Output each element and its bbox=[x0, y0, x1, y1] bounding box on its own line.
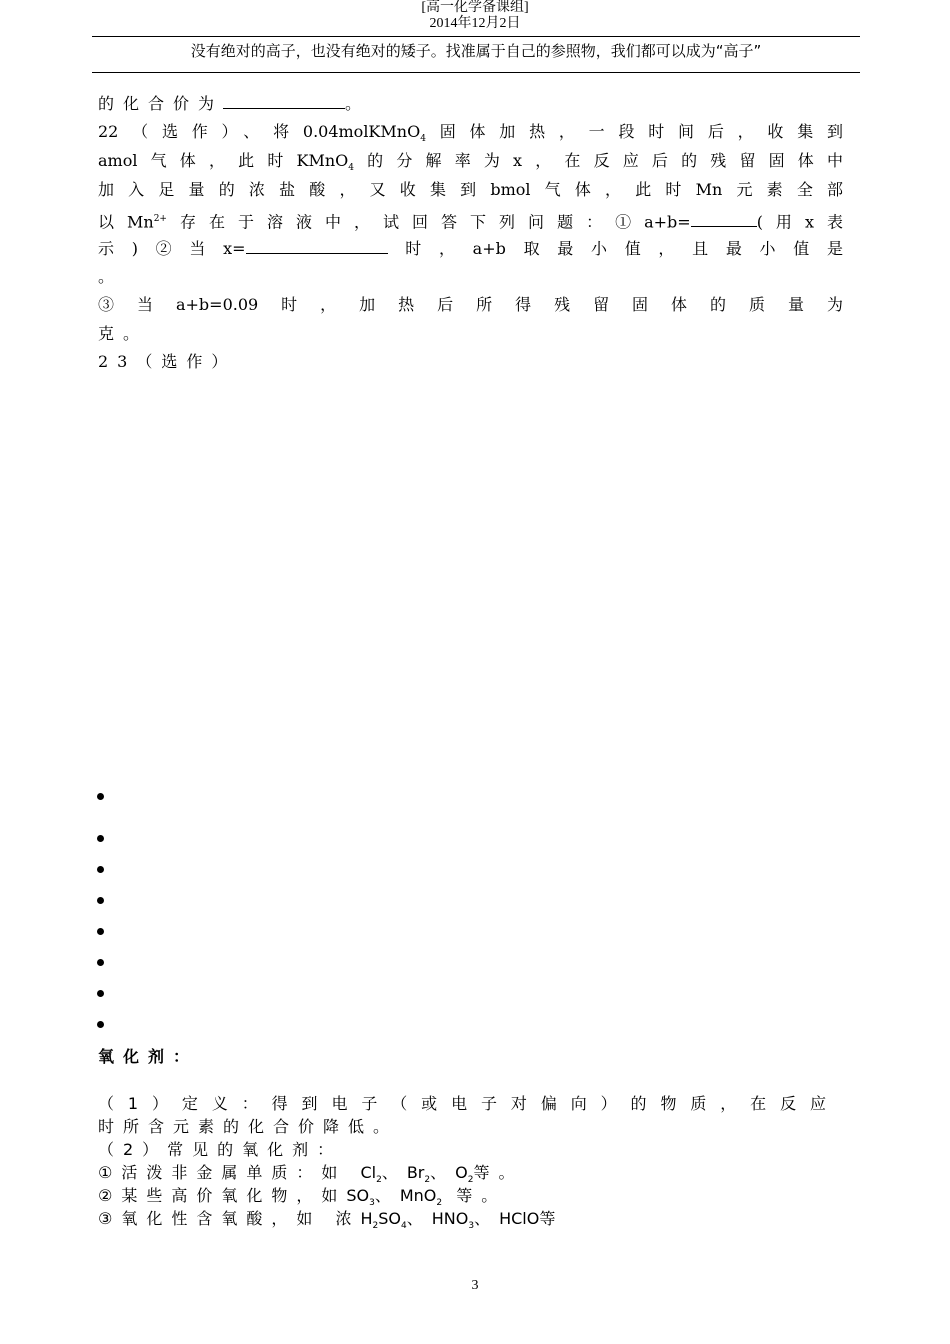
formula-hclo: HClO bbox=[499, 1209, 540, 1228]
answer-blank bbox=[691, 210, 757, 227]
subscript: 3 bbox=[369, 1198, 375, 1209]
separator: 、 bbox=[381, 1163, 407, 1182]
bullet-dot bbox=[97, 866, 104, 873]
subscript: 3 bbox=[468, 1221, 475, 1232]
formula-text: SO bbox=[378, 1209, 401, 1228]
q22-text-5a: 示)②当x= bbox=[98, 239, 246, 258]
bullet-dot bbox=[97, 897, 104, 904]
item-end: 等。 bbox=[473, 1163, 524, 1182]
formula-cl2 bbox=[360, 1163, 382, 1186]
subscript: 4 bbox=[420, 134, 426, 145]
bullet-dot bbox=[97, 1021, 104, 1028]
formula-text: Br bbox=[406, 1163, 425, 1182]
header-group: [高一化学备课组] bbox=[421, 0, 529, 15]
definition-line-1: （1）定义：得到电子（或电子对偏向）的物质，在反应 bbox=[98, 1094, 826, 1113]
section-title: 氧化剂： bbox=[98, 1047, 199, 1066]
header-motto: 没有绝对的高子，也没有绝对的矮子。找准属于自己的参照物，我们都可以成为“高子” bbox=[190, 42, 762, 60]
q22-text-1: 22（选作）、将0.04molKMnO bbox=[98, 122, 421, 141]
definition-line-2: 时所含元素的化合价降低。 bbox=[98, 1117, 399, 1136]
separator: 、 bbox=[430, 1163, 456, 1182]
common-oxidants-heading: （2）常见的氧化剂： bbox=[98, 1140, 343, 1159]
subscript: 4 bbox=[400, 1221, 407, 1232]
q22-text-1b: 固体加热，一段时间后，收集到 bbox=[425, 122, 843, 141]
bullet-dot bbox=[97, 959, 104, 966]
oxidant-item-3 bbox=[98, 1208, 555, 1237]
formula-h2so4 bbox=[360, 1209, 407, 1232]
item-2-text: ②某些高价氧化物，如 bbox=[98, 1186, 347, 1205]
q22-text-4c: (用x表 bbox=[756, 212, 843, 232]
q22-line-8: 克。 bbox=[98, 324, 149, 343]
bullet-dot bbox=[97, 793, 104, 800]
formula-br2 bbox=[406, 1163, 431, 1186]
item-1-text: ①活泼非金属单质：如 bbox=[98, 1163, 347, 1182]
answer-blank bbox=[223, 92, 345, 109]
q22-text-4a: 以Mn bbox=[98, 212, 154, 232]
formula-text: MnO bbox=[399, 1186, 437, 1205]
formula-text: HNO bbox=[431, 1209, 469, 1228]
subscript: 2 bbox=[467, 1175, 474, 1186]
header-rule-bottom bbox=[92, 72, 860, 73]
separator: 、 bbox=[406, 1209, 432, 1228]
item-end: 等 bbox=[539, 1209, 556, 1228]
answer-blank bbox=[246, 237, 388, 254]
bullet-dot bbox=[97, 835, 104, 842]
subscript: 2 bbox=[436, 1198, 443, 1209]
item-3-text: ③氧化性含氧酸，如 bbox=[98, 1209, 322, 1228]
separator: 、 bbox=[374, 1186, 400, 1205]
subscript: 2 bbox=[424, 1175, 431, 1186]
formula-so3 bbox=[346, 1186, 375, 1209]
q22-line-7: ③当a+b=0.09时，加热后所得残留固体的质量为 bbox=[98, 295, 843, 314]
q-prev-end: 。 bbox=[345, 94, 371, 113]
q22-text-4b: 存在于溶液中，试回答下列问题：①a+b= bbox=[166, 212, 691, 232]
subscript: 4 bbox=[348, 163, 354, 174]
superscript: 2+ bbox=[153, 214, 167, 224]
formula-text: O bbox=[455, 1163, 468, 1182]
formula-text: H bbox=[360, 1209, 373, 1228]
subscript: 2 bbox=[376, 1175, 382, 1186]
q22-line-5 bbox=[98, 237, 843, 260]
bullet-dot bbox=[97, 928, 104, 935]
formula-hno3 bbox=[431, 1209, 475, 1232]
concentrated-label: 浓 bbox=[335, 1209, 361, 1228]
q-prev-line bbox=[98, 92, 370, 115]
formula-o2 bbox=[455, 1163, 474, 1186]
q22-line-3: 加入足量的浓盐酸，又收集到bmol气体，此时Mn元素全部 bbox=[98, 180, 843, 199]
q22-text-5b: 时，a+b取最小值，且最小值是 bbox=[387, 239, 843, 258]
q22-line-4 bbox=[98, 208, 843, 233]
formula-text: Cl bbox=[360, 1163, 377, 1182]
q22-line-6: 。 bbox=[98, 267, 115, 286]
item-end: 等。 bbox=[456, 1186, 507, 1205]
q-prev-text: 的化合价为 bbox=[98, 94, 224, 113]
header-date: 2014年12月2日 bbox=[429, 16, 521, 31]
header-rule-top bbox=[92, 36, 860, 37]
q22-line-2 bbox=[98, 150, 843, 179]
subscript: 2 bbox=[372, 1221, 379, 1232]
q22-text-2a: amol气体，此时KMnO bbox=[98, 151, 349, 170]
page-number: 3 bbox=[471, 1278, 479, 1293]
formula-mno2 bbox=[399, 1186, 443, 1209]
separator: 、 bbox=[474, 1209, 500, 1228]
q22-line-1 bbox=[98, 121, 843, 150]
bullet-dot bbox=[97, 990, 104, 997]
q22-text-2b: 的分解率为x，在反应后的残留固体中 bbox=[354, 151, 843, 170]
formula-text: SO bbox=[346, 1186, 370, 1205]
q23-line: 23（选作） bbox=[98, 352, 237, 371]
